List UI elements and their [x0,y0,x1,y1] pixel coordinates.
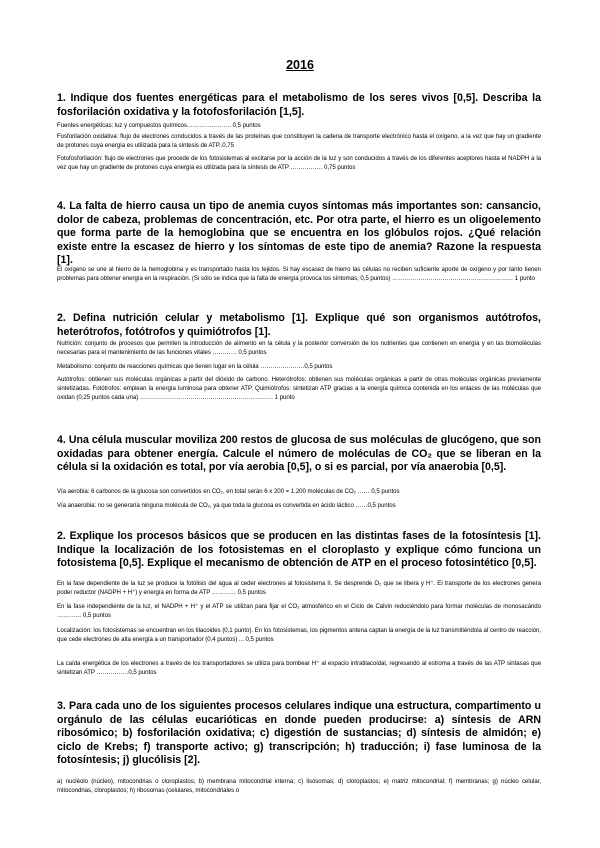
question-2: 4. La falta de hierro causa un tipo de anemia cuyos síntomas más importantes son: cansancio, dolor de cabeza, problemas de concentración, etc. Por otra parte, el hierro es un oligoelemento que forma parte de la hemoglobina que se encuentra en los glóbulos rojos. ¿Qué relación existe entre la escasez de hierro y los síntomas de este tipo de anemia? Razone la respuesta [1]. [57,200,541,267]
question-1: 1. Indique dos fuentes energéticas para el metabolismo de los seres vivos [0,5]. Describa la fosforilación oxidativa y la fotofosforilación [1,5]. [57,92,541,118]
question-6: 3. Para cada uno de los siguientes procesos celulares indique una estructura, compartimento u orgánulo de las células eucarióticas en donde pueden producirse: a) síntesis de ARN ribosómico; b) fosforilación oxidativa; c) digestión de sustancias; d) síntesis de almidón; e) ciclo de Krebs; f) transporte activo; g) transcripción; h) traducción; i) fase luminosa de la fotosíntesis; j) glucólisis [2]. [57,700,541,767]
answer-1a: Fuentes energéticas: luz y compuestos químicos…………………. 0,5 puntos [57,122,261,129]
document-year-title: 2016 [286,58,314,72]
question-3: 2. Defina nutrición celular y metabolismo [1]. Explique qué son organismos autótrofos, heterótrofos, fotótrofos y quimiótrofos [1]. [57,312,541,338]
answer-1c: Fotofosforilación: flujo de electrones que procede de los fotosistemas al excitarse por la acción de la luz y son conducidos a través de los diferentes aceptores hasta el NADPH a la vez que hay un gradiente de protones cuya energía es utilizada para la síntesis de ATP ……………. 0,75 puntos [57,155,541,171]
answer-6a: a) nucléolo (núcleo), mitocondrias o cloroplastos; b) membrana mitocondrial interna; c) lisosomas; d) cloroplastos; e) matriz mitocondrial; f) membranas; g) núcleo celular, mitocondrias, cloroplastos; h) ribosomas (celulares, mitocondriales o [57,778,541,794]
answer-5d: La caída energética de los electrones a través de los transportadores se utiliza para bombear H⁺ al espacio intratilacoidal, regresando al estroma a través de las ATP sintasas que sintetizan ATP …………….0,5 puntos [57,660,541,676]
answer-5c: Localización: los fotosistemas se encuentran en los tilacoides (0,1 punto). En los fotosistemas, los pigmentos antena captan la energía de la luz transmitiéndola al centro de reacción, que cede electrones de alta energía a un transportador (0,4 puntos) ... 0,5 puntos [57,627,541,643]
answer-3b: Metabolismo: conjunto de reacciones químicas que tienen lugar en la célula ………………….0,5 puntos [57,363,333,370]
answer-5a: En la fase dependiente de la luz se produce la fotólisis del agua al ceder electrones al fotosistema II. Se desprende O₂ que se libera y H⁺. El transporte de los electrones genera poder reductor (NADPH + H⁺) y energía en forma de ATP ………… 0,5 puntos [57,580,541,596]
answer-5b: En la fase independiente de la luz, el NADPH + H⁺ y el ATP se utilizan para fijar el CO₂ atmosférico en el Ciclo de Calvin reduciéndolo para formar moléculas de monosacárido ………… 0,5 puntos [57,603,541,619]
answer-3a: Nutrición: conjunto de procesos que permiten la introducción de alimento en la célula y la posterior conversión de los nutrientes que contienen en energía y en las biomoléculas necesarias para el mantenimiento de las funciones vitales ………… 0,5 puntos [57,340,541,356]
answer-4a: Vía aerobia: 6 carbonos de la glucosa son convertidos en CO₂, en total serán 6 x 200 = 1.200 moléculas de CO₂ …… 0,5 puntos [57,488,400,495]
question-4: 4. Una célula muscular moviliza 200 restos de glucosa de sus moléculas de glucógeno, que son oxidadas para obtener energía. Calcule el número de moléculas de CO₂ que se liberan en la célula si la oxidación es total, por vía aerobia [0,5], o si es parcial, por vía anaerobia [0,5]. [57,434,541,474]
answer-3c: Autótrofos: obtienen sus moléculas orgánicas a partir del dióxido de carbono. Heterótrofos: obtienen sus moléculas orgánicas a partir de otras moléculas orgánicas previamente sintetizadas. Fotótrofos: emplean la energía luminosa para obtener ATP. Quimiótrofos: sintetizan ATP gracias a la energía química contenida en los enlaces de las moléculas que oxidan (0,25 puntos cada una) ………………………………………………………… 1 punto [57,376,541,401]
answer-2a: El oxígeno se une al hierro de la hemoglobina y es transportado hasta los tejidos. Si hay escasez de hierro las células no reciben suficiente aporte de oxígeno y por tanto tienen problemas para obtener energía en la respiración. (Si sólo se indica que la falta de energía provoca los síntomas, 0,5 puntos) …………………………………………………… 1 punto [57,266,541,282]
answer-1b: Fosforilación oxidativa: flujo de electrones conducidos a través de las proteínas que constituyen la cadena de transporte electrónico hasta el oxígeno, a la vez que hay un gradiente de protones cuya energía es utilizada para la síntesis de ATP..0,75 [57,133,541,149]
question-5: 2. Explique los procesos básicos que se producen en las distintas fases de la fotosíntesis [1]. Indique la localización de los fotosistemas en el cloroplasto y explique cómo funciona un fotosistema [0,5]. Explique el mecanismo de obtención de ATP en el proceso fotosintético [0,5]. [57,530,541,570]
answer-4b: Vía anaerobia: no se generaría ninguna molécula de CO₂, ya que toda la glucosa es convertida en ácido láctico ……0,5 puntos [57,502,396,509]
